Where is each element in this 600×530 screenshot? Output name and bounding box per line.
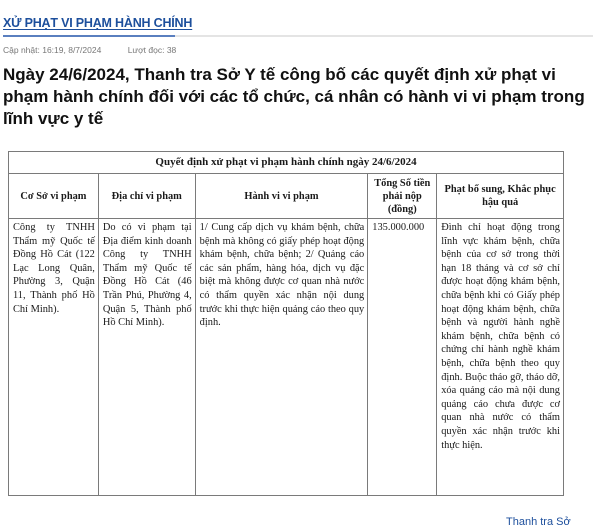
article-headline: Ngày 24/6/2024, Thanh tra Sở Y tế công bố các quyết định xử phạt vi phạm hành chính đối với các tổ chức, cá nhân có hành vi vi phạm trong lĩnh vực y tế	[3, 65, 585, 128]
cell-remedy: Đình chỉ hoạt động trong lĩnh vực khám bệnh, chữa bệnh của cơ sở trong thời hạn 18 tháng và cơ sở chỉ được hoạt động khám bệnh, chữa bệnh khi có Giấy phép hoạt động khám bệnh, chữa bệnh và người hành nghề khám bệnh, chữa bệnh có chứng chỉ hành nghề khám bệnh, chữa bệnh theo quy định. Buộc tháo gỡ, tháo dỡ, xóa quảng cáo mà nội dung quảng cáo chưa được cơ quan nhà nước có thẩm quyền xác nhận trước khi thực hiện.	[437, 219, 564, 496]
category-link[interactable]: XỬ PHẠT VI PHẠM HÀNH CHÍNH	[3, 16, 193, 30]
article-meta	[3, 45, 176, 55]
header-facility: Cơ Sở vi phạm	[9, 174, 99, 219]
author-signature: Thanh tra Sở	[506, 516, 571, 528]
updated-timestamp: Cập nhật: 16:19, 8/7/2024	[3, 45, 102, 55]
view-count: Lượt đọc: 38	[127, 45, 177, 55]
category-underline	[3, 35, 175, 37]
header-amount: Tổng Số tiền phải nộp (đồng)	[368, 174, 437, 219]
table-header-row	[9, 174, 564, 219]
cell-amount: 135.000.000	[368, 219, 437, 496]
violation-decision-table	[8, 151, 564, 496]
cell-address: Do có vi phạm tại Địa điểm kinh doanh Công ty TNHH Thẩm mỹ Quốc tế Đồng Hồ Cát (46 Trần Phú, Phường 4, Quận 5, Thành phố Hồ Chí Minh).	[98, 219, 195, 496]
category-header	[3, 16, 593, 30]
table-row	[9, 219, 564, 496]
header-violation: Hành vi vi phạm	[195, 174, 368, 219]
cell-violation: 1/ Cung cấp dịch vụ khám bệnh, chữa bệnh mà không có giấy phép hoạt động khám bệnh, chữa bệnh; 2/ Quảng cáo các sản phẩm, hàng hóa, dịch vụ đặc biệt mà không được cơ quan nhà nước có thẩm quyền xác nhận nội dung trước khi thực hiện quảng cáo theo quy định.	[195, 219, 368, 496]
table-caption-row	[9, 152, 564, 174]
header-address: Địa chỉ vi phạm	[98, 174, 195, 219]
header-remedy: Phạt bổ sung, Khắc phục hậu quả	[437, 174, 564, 219]
table-caption: Quyết định xử phạt vi phạm hành chính ngày 24/6/2024	[9, 152, 564, 174]
cell-facility: Công ty TNHH Thẩm mỹ Quốc tế Đồng Hồ Cát (122 Lạc Long Quân, Phường 3, Quận 11, Thành phố Hồ Chí Minh).	[9, 219, 99, 496]
